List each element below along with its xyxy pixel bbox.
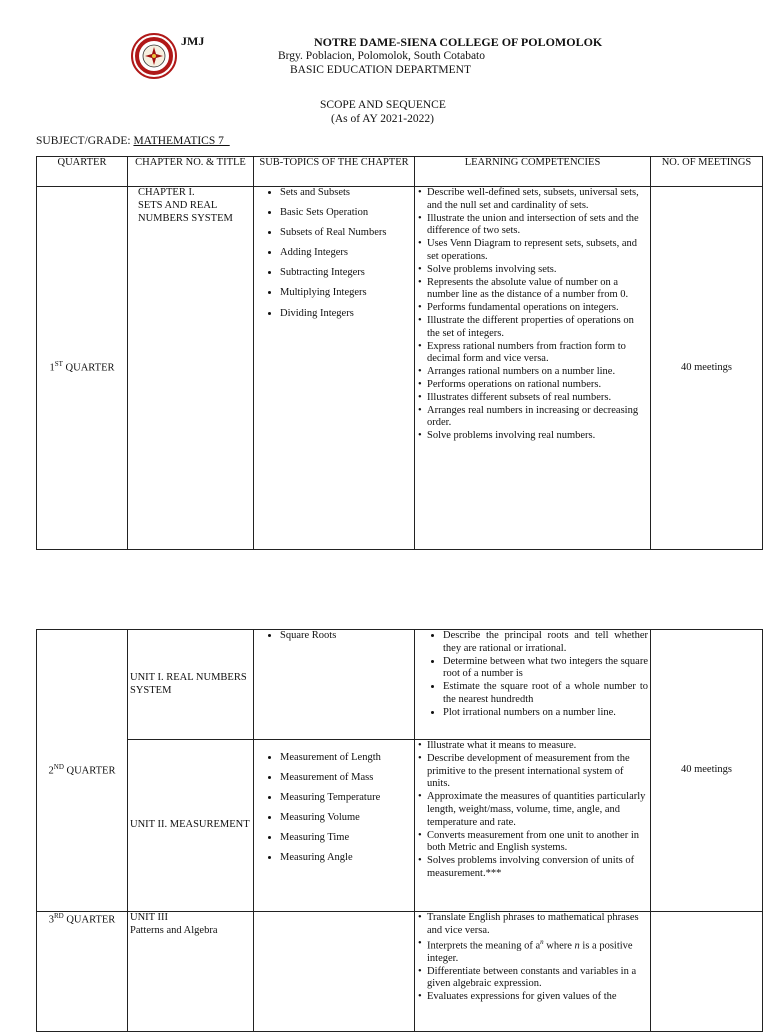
list-item: • Dividing Integers <box>280 308 412 321</box>
list-item: • Arranges real numbers in increasing or decreasing order. <box>427 405 648 431</box>
meetings-q2: 40 meetings <box>651 630 763 912</box>
col-header-chapter: CHAPTER NO. & TITLE <box>128 157 254 187</box>
list-item: • Subsets of Real Numbers <box>280 227 412 240</box>
quarter-cell-q1: 1ST QUARTER <box>37 187 128 550</box>
list-item: • Estimate the square root of a whole number to the nearest hundredth <box>443 681 648 707</box>
list-item: • Performs fundamental operations on integers. <box>427 302 648 315</box>
scope-table-page2 <box>36 629 763 1032</box>
list-item: • Converts measurement from one unit to another in both Metric and English systems. <box>427 830 648 856</box>
list-item: • Express rational numbers from fraction form to decimal form and vice versa. <box>427 341 648 367</box>
college-seal-icon <box>131 33 177 79</box>
list-item: • Plot irrational numbers on a number line. <box>443 707 648 720</box>
subject-grade <box>36 135 230 147</box>
quarter-cell-q3: 3RD QUARTER <box>37 912 128 1032</box>
list-item: • Determine between what two integers the square root of a number is <box>443 656 648 682</box>
table-header-row <box>37 157 763 187</box>
list-item: • Describe the principal roots and tell whether they are rational or irrational. <box>443 630 648 656</box>
table-row-q2-unit1 <box>37 630 763 740</box>
list-item: • Basic Sets Operation <box>280 207 412 220</box>
subtopics-q2-2 <box>254 740 415 912</box>
department: BASIC EDUCATION DEPARTMENT <box>290 64 471 76</box>
unit-title-q2-2: UNIT II. MEASUREMENT <box>128 740 254 912</box>
list-item: • Solve problems involving real numbers. <box>427 430 648 443</box>
competencies-q2-2 <box>415 740 651 912</box>
subject-value: MATHEMATICS 7_ <box>133 135 230 147</box>
academic-year: (As of AY 2021-2022) <box>331 113 434 125</box>
subtopics-q3 <box>254 912 415 1032</box>
list-item: • Subtracting Integers <box>280 267 412 280</box>
jmj-mark: JMJ <box>181 34 205 48</box>
chapter-title-q1: CHAPTER I. SETS AND REAL NUMBERS SYSTEM <box>128 187 254 550</box>
list-item: • Solve problems involving sets. <box>427 264 648 277</box>
list-item: • Measuring Time <box>280 832 412 845</box>
subject-label: SUBJECT/GRADE: <box>36 135 131 147</box>
list-item: • Uses Venn Diagram to represent sets, subsets, and set operations. <box>427 238 648 264</box>
unit-title-q3: UNIT III Patterns and Algebra <box>128 912 254 1032</box>
list-item: • Square Roots <box>280 630 412 643</box>
list-item: • Sets and Subsets <box>280 187 412 200</box>
list-item: • Performs operations on rational numbers. <box>427 379 648 392</box>
table-row-q3 <box>37 912 763 1032</box>
list-item: • Multiplying Integers <box>280 287 412 300</box>
col-header-subtopics: SUB-TOPICS OF THE CHAPTER <box>254 157 415 187</box>
subtopics-q2-1 <box>254 630 415 740</box>
list-item: • Evaluates expressions for given values of the <box>427 991 648 1004</box>
list-item: • Represents the absolute value of number on a number line as the distance of a number from 0. <box>427 277 648 303</box>
list-item: • Measurement of Length <box>280 752 412 765</box>
col-header-competencies: LEARNING COMPETENCIES <box>415 157 651 187</box>
scope-table-page1 <box>36 156 763 550</box>
competencies-q2-1 <box>415 630 651 740</box>
list-item: • Adding Integers <box>280 247 412 260</box>
meetings-q3 <box>651 912 763 1032</box>
list-item: • Measuring Temperature <box>280 792 412 805</box>
school-address: Brgy. Poblacion, Polomolok, South Cotabato <box>278 50 486 62</box>
document-title: SCOPE AND SEQUENCE <box>320 99 446 111</box>
school-name: NOTRE DAME-SIENA COLLEGE OF POLOMOLOK <box>314 35 603 49</box>
quarter-cell-q2: 2ND QUARTER <box>37 630 128 912</box>
list-item: • Translate English phrases to mathematical phrases and vice versa. <box>427 912 648 938</box>
col-header-meetings: NO. OF MEETINGS <box>651 157 763 187</box>
list-item: • Solves problems involving conversion of units of measurement.*** <box>427 855 648 881</box>
list-item: • Illustrate the different properties of operations on the set of integers. <box>427 315 648 341</box>
list-item: • Measuring Angle <box>280 852 412 865</box>
competencies-q3 <box>415 912 651 1032</box>
meetings-q1: 40 meetings <box>651 187 763 550</box>
list-item: • Illustrates different subsets of real numbers. <box>427 392 648 405</box>
col-header-quarter: QUARTER <box>37 157 128 187</box>
list-item: • Describe development of measurement from the primitive to the present international system of units. <box>427 753 648 791</box>
unit-title-q2-1: UNIT I. REAL NUMBERS SYSTEM <box>128 630 254 740</box>
list-item: • Measurement of Mass <box>280 772 412 785</box>
list-item: • Interprets the meaning of $a^n$ where n is a positive integer. <box>427 938 648 966</box>
list-item: • Approximate the measures of quantities particularly length, weight/mass, volume, time, angle, and temperature and rate. <box>427 791 648 829</box>
competencies-q1 <box>415 187 651 550</box>
list-item: • Differentiate between constants and variables in a given algebraic expression. <box>427 966 648 992</box>
list-item: • Illustrate the union and intersection of sets and the difference of two sets. <box>427 213 648 239</box>
list-item: • Arranges rational numbers on a number line. <box>427 366 648 379</box>
list-item: • Measuring Volume <box>280 812 412 825</box>
list-item: • Describe well-defined sets, subsets, universal sets, and the null set and cardinality of sets. <box>427 187 648 213</box>
table-row-q1 <box>37 187 763 550</box>
list-item: • Illustrate what it means to measure. <box>427 740 648 753</box>
subtopics-q1 <box>254 187 415 550</box>
